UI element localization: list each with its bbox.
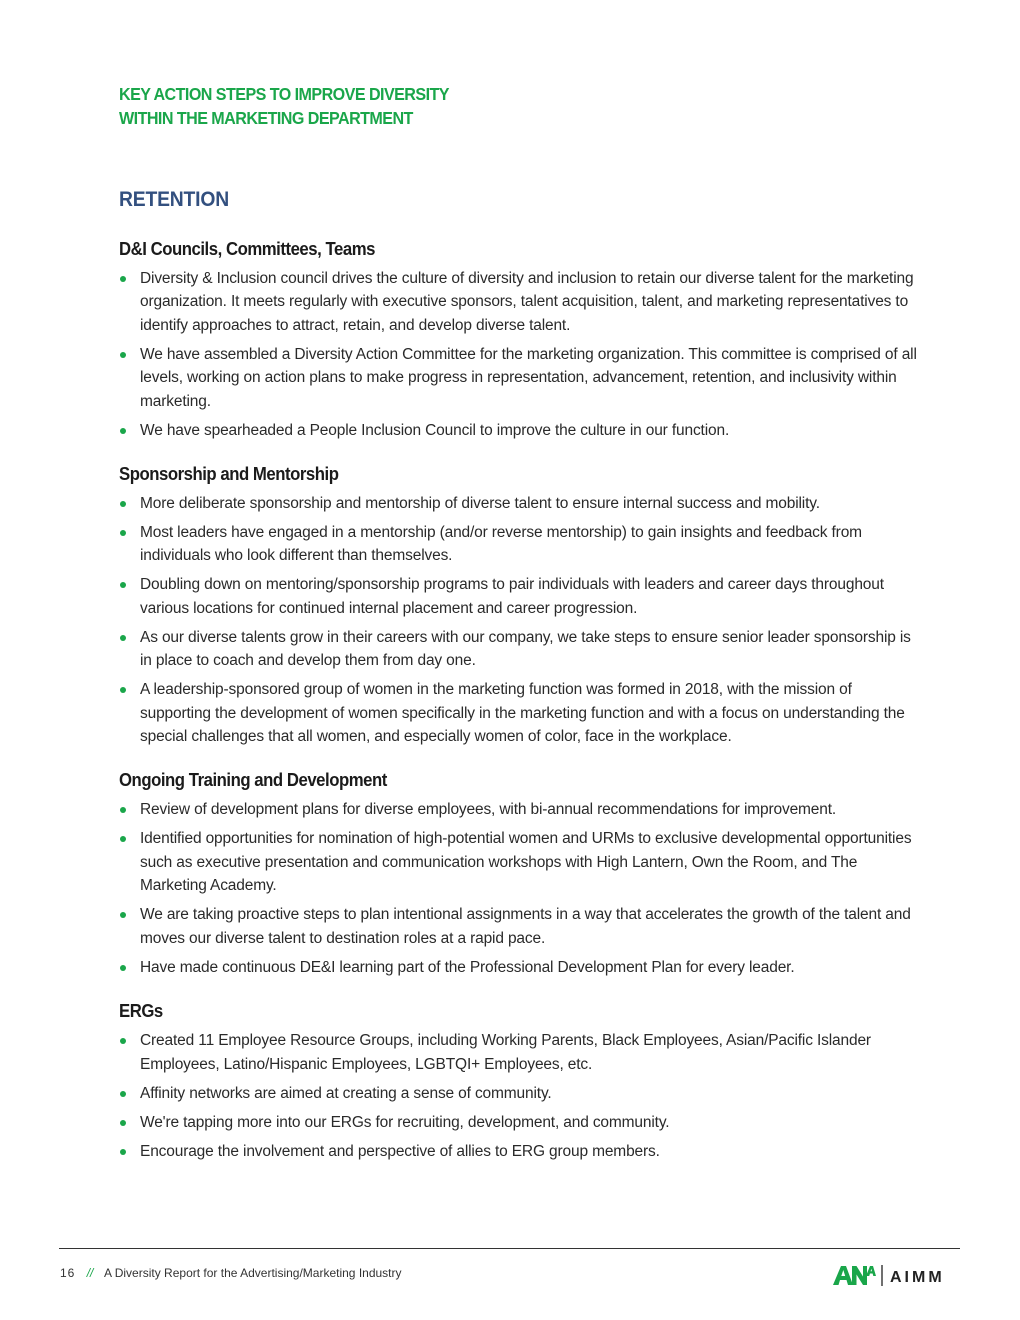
- bullet-dot-icon: [120, 807, 126, 813]
- list-item-text: Affinity networks are aimed at creating a sense of community.: [140, 1084, 552, 1102]
- list-item-text: Doubling down on mentoring/sponsorship programs to pair individuals with leaders and career days throughout various locations for continued internal placement and career progression.: [140, 576, 884, 617]
- bullet-dot-icon: [120, 635, 126, 641]
- list-item-text: Encourage the involvement and perspective of allies to ERG group members.: [140, 1142, 660, 1160]
- list-item: [119, 492, 919, 515]
- bullet-dot-icon: [120, 428, 126, 434]
- aimm-wordmark: AIMM: [890, 1269, 945, 1286]
- list-item: [119, 573, 919, 620]
- list-item: [119, 956, 919, 979]
- list-item-text: More deliberate sponsorship and mentorship of diverse talent to ensure internal success and mobility.: [140, 495, 820, 513]
- page-number: 16: [60, 1266, 76, 1280]
- list-item-text: We are taking proactive steps to plan intentional assignments in a way that accelerates the growth of the talent and moves our diverse talent to destination roles at a rapid pace.: [140, 906, 911, 947]
- list-item-text: Diversity & Inclusion council drives the culture of diversity and inclusion to retain our diverse talent for the marketing organization. It meets regularly with executive sponsors, talent acquisition, talent, and marketing representatives to identify approaches to attract, retain, and develop diverse talent.: [140, 270, 914, 334]
- bullet-dot-icon: [120, 276, 126, 282]
- bullet-dot-icon: [120, 1120, 126, 1126]
- bullet-dot-icon: [120, 501, 126, 507]
- list-item: [119, 1140, 919, 1163]
- bullet-dot-icon: [120, 582, 126, 588]
- list-item: [119, 1082, 919, 1105]
- section-title: RETENTION: [119, 188, 229, 211]
- list-item: [119, 1029, 919, 1076]
- list-item: [119, 678, 919, 748]
- bullet-list: [119, 798, 919, 979]
- ana-logo-mark: [833, 1266, 876, 1285]
- list-item: [119, 267, 919, 337]
- bullet-dot-icon: [120, 1038, 126, 1044]
- bullet-dot-icon: [120, 912, 126, 918]
- subsection-heading: Ongoing Training and Development: [119, 770, 387, 791]
- footer: [60, 1266, 402, 1280]
- list-item: [119, 798, 919, 821]
- header-line-2: WITHIN THE MARKETING DEPARTMENT: [119, 108, 413, 128]
- subsection-heading: Sponsorship and Mentorship: [119, 464, 339, 485]
- subsection-heading: D&I Councils, Committees, Teams: [119, 239, 375, 259]
- list-item-text: A leadership-sponsored group of women in the marketing function was formed in 2018, with the mission of supporting the development of women specifically in the marketing function and with a focus on understanding the special challenges that all women, and especially women of color, face in the workplace.: [140, 681, 905, 746]
- list-item-text: As our diverse talents grow in their careers with our company, we take steps to ensure senior leader sponsorship is in place to coach and develop them from day one.: [140, 628, 911, 670]
- bullet-list: [119, 1029, 919, 1163]
- list-item-text: Have made continuous DE&I learning part of the Professional Development Plan for every leader.: [140, 958, 795, 976]
- bullet-dot-icon: [120, 836, 126, 842]
- subsections-container: [119, 237, 919, 1163]
- list-item: [119, 419, 919, 442]
- list-item: [119, 343, 919, 413]
- subsection-heading: ERGs: [119, 1001, 163, 1022]
- bullet-dot-icon: [120, 965, 126, 971]
- header-line-1: KEY ACTION STEPS TO IMPROVE DIVERSITY: [119, 84, 449, 104]
- footer-separator: //: [86, 1266, 94, 1280]
- bullet-list: [119, 492, 919, 748]
- bullet-dot-icon: [120, 1091, 126, 1097]
- list-item-text: We have assembled a Diversity Action Committee for the marketing organization. This committee is comprised of all levels, working on action plans to make progress in representation, advancement, retention, and inclusivity within marketing.: [140, 345, 917, 410]
- main-content: [119, 186, 919, 1183]
- list-item-text: We have spearheaded a People Inclusion Council to improve the culture in our function.: [140, 421, 730, 439]
- page-header: [119, 82, 449, 130]
- bullet-dot-icon: [120, 1149, 126, 1155]
- footer-report-title: A Diversity Report for the Advertising/Marketing Industry: [104, 1266, 402, 1280]
- list-item-text: Identified opportunities for nomination of high-potential women and URMs to exclusive developmental opportunities such as executive presentation and communication workshops with High Lantern, Own the Room, and The Marketing Academy.: [140, 830, 912, 895]
- list-item-text: Created 11 Employee Resource Groups, including Working Parents, Black Employees, Asian/Pacific Islander Employees, Latino/Hispanic Employees, LGBTQI+ Employees, etc.: [140, 1032, 871, 1073]
- footer-divider: [59, 1248, 960, 1249]
- list-item-text: Most leaders have engaged in a mentorship (and/or reverse mentorship) to gain insights and feedback from individuals who look different than themselves.: [140, 524, 862, 565]
- list-item: [119, 626, 919, 673]
- list-item: [119, 827, 919, 897]
- bullet-dot-icon: [120, 352, 126, 358]
- bullet-dot-icon: [120, 687, 126, 693]
- list-item: [119, 903, 919, 950]
- list-item-text: Review of development plans for diverse employees, with bi-annual recommendations for improvement.: [140, 801, 837, 819]
- bullet-dot-icon: [120, 530, 126, 536]
- list-item: [119, 1111, 919, 1134]
- bullet-list: [119, 267, 919, 442]
- list-item: [119, 521, 919, 568]
- ana-aimm-logo: [832, 1262, 957, 1288]
- list-item-text: We're tapping more into our ERGs for recruiting, development, and community.: [140, 1113, 670, 1131]
